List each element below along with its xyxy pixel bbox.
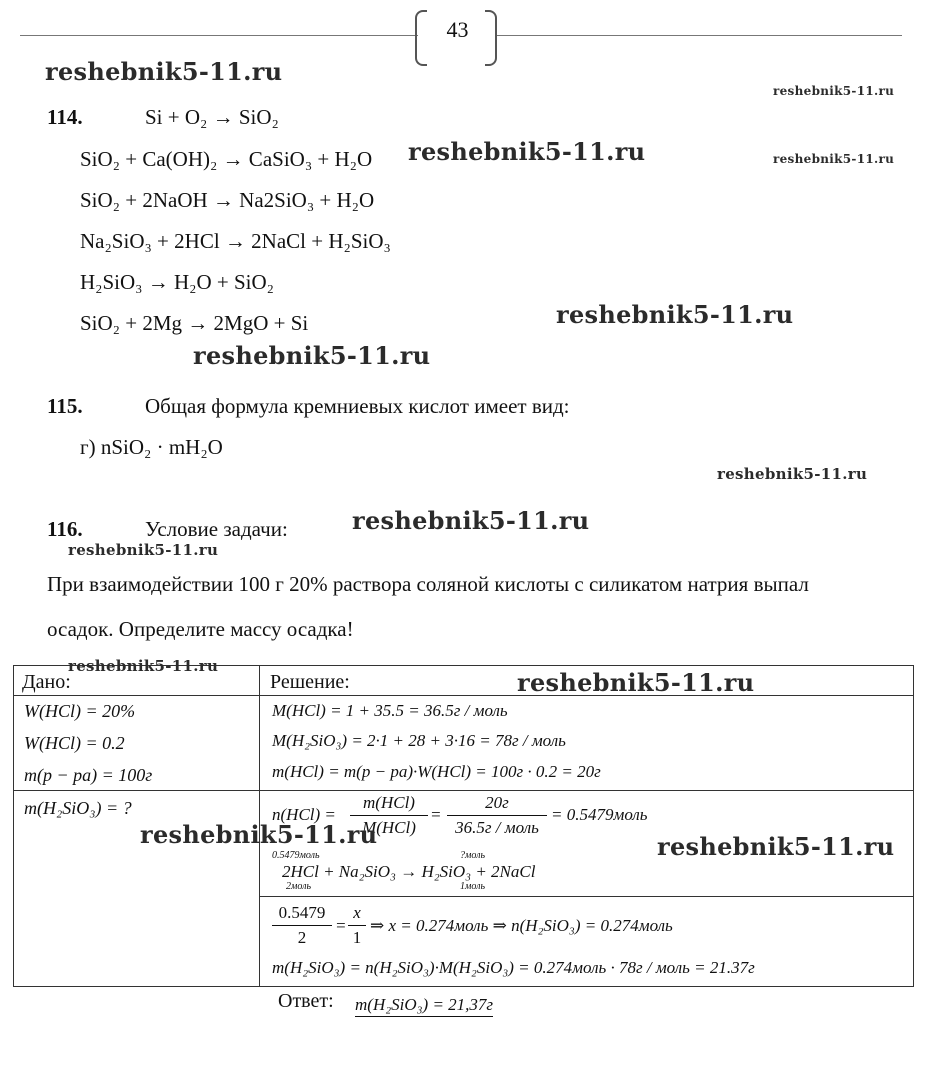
task-114-eq4: Na₂SiO₃ + 2HCl → 2NaCl + H₂SiO₃ (80, 229, 391, 253)
task-115-text: Общая формула кремниевых кислот имеет вид: (145, 394, 570, 418)
answer-label: Ответ: (278, 990, 334, 1012)
task-116-condition-line2: осадок. Определите массу осадка! (47, 617, 354, 641)
proportion-2-bar (348, 925, 366, 926)
reaction-below-right: 1моль (460, 881, 486, 892)
fraction-1-bar (350, 815, 428, 816)
proportion-equals: = (335, 916, 347, 935)
task-114-eq2: SiO₂ + Ca(OH)₂ → CaSiO₃ + H₂O (80, 147, 373, 171)
table-header-divider (13, 695, 914, 696)
page-number: 43 (446, 17, 469, 42)
given-item-1: W(HCl) = 20% (24, 701, 136, 721)
watermark-small-5: reshebnik5-11.ru (68, 657, 219, 675)
watermark-5: reshebnik5-11.ru (352, 506, 590, 535)
proportion-rest: ⇒ x = 0.274моль ⇒ n(H₂SiO₃) = 0.274моль (370, 916, 673, 935)
solution-header: Решение: (270, 671, 350, 693)
table-row-divider-2 (260, 896, 914, 897)
task-114-eq1: Si + O₂ → SiO₂ (145, 105, 279, 129)
watermark-small-1: reshebnik5-11.ru (773, 84, 895, 98)
proportion-2-denominator: 1 (352, 928, 362, 947)
proportion-1-bar (272, 925, 332, 926)
solution-line-3: m(HCl) = m(p − pa)·W(HCl) = 100г · 0.2 = 20г (272, 762, 601, 781)
page-number-bracket-right (485, 10, 497, 66)
given-header: Дано: (22, 671, 71, 693)
task-114-eq3: SiO₂ + 2NaOH → Na2SiO₃ + H₂O (80, 188, 375, 212)
answer-value (355, 995, 493, 1015)
answer-value-text: m(H₂SiO₃) = 21,37г (355, 995, 493, 1017)
equals-sign: = (430, 805, 442, 824)
task-114-eq5: H₂SiO₃ → H₂O + SiO₂ (80, 270, 274, 294)
solution-final-line: m(H₂SiO₃) = n(H₂SiO₃)·M(H₂SiO₃) = 0.274моль · 78г / моль = 21.37г (272, 958, 755, 977)
watermark-2: reshebnik5-11.ru (408, 137, 646, 166)
proportion-fraction-1 (272, 903, 332, 948)
task-116-condition-line1: При взаимодействии 100 г 20% раствора соляной кислоты с силикатом натрия выпал (47, 572, 809, 596)
table-row-divider-1 (260, 790, 914, 791)
solution-line-4-left: n(HCl) = (272, 805, 336, 824)
watermark-small-4: reshebnik5-11.ru (68, 541, 219, 559)
solution-line-1: M(HCl) = 1 + 35.5 = 36.5г / моль (272, 701, 508, 720)
fraction-2-denominator: 36.5г / моль (455, 818, 539, 837)
watermark-1: reshebnik5-11.ru (45, 57, 283, 86)
reaction-above-right: ?моль (460, 850, 486, 861)
task-115-number: 115. (47, 394, 83, 418)
table-find-divider (13, 790, 260, 791)
watermark-7: reshebnik5-11.ru (140, 820, 378, 849)
given-item-3: m(p − pa) = 100г (24, 765, 153, 785)
header-line-right (497, 35, 902, 36)
task-116-label: Условие задачи: (145, 517, 288, 541)
solution-line-4-result: = 0.5479моль (551, 805, 648, 824)
watermark-6: reshebnik5-11.ru (517, 668, 755, 697)
find-item: m(H₂SiO₃) = ? (24, 798, 132, 818)
reaction-below-left: 2моль (286, 881, 312, 892)
reaction-above-left: 0.5479моль (272, 850, 320, 861)
page-number-bracket-left (415, 10, 427, 66)
fraction-2-bar (447, 815, 547, 816)
fraction-values (447, 793, 547, 838)
proportion-1-denominator: 2 (297, 928, 307, 947)
proportion-2-numerator: x (353, 903, 361, 922)
solution-line-2: M(H₂SiO₃) = 2·1 + 28 + 3·16 = 78г / моль (272, 731, 566, 750)
task-114-number: 114. (47, 105, 83, 129)
proportion-1-numerator: 0.5479 (278, 903, 326, 922)
fraction-1-numerator: m(HCl) (363, 793, 415, 812)
fraction-2-numerator: 20г (485, 793, 509, 812)
task-114-eq6: SiO₂ + 2Mg → 2MgO + Si (80, 311, 309, 335)
watermark-8: reshebnik5-11.ru (657, 832, 895, 861)
header-line-left (20, 35, 418, 36)
fraction-1-denominator: M(HCl) (362, 818, 416, 837)
proportion-fraction-2 (348, 903, 366, 948)
watermark-small-2: reshebnik5-11.ru (773, 152, 895, 166)
watermark-3: reshebnik5-11.ru (556, 300, 794, 329)
watermark-4: reshebnik5-11.ru (193, 341, 431, 370)
reaction-equation: 2HCl + Na₂SiO₃ → H₂SiO₃ + 2NaCl (282, 862, 536, 881)
watermark-small-3: reshebnik5-11.ru (717, 465, 868, 483)
given-item-2: W(HCl) = 0.2 (24, 733, 125, 753)
task-115-answer: г) nSiO₂ · mH₂O (80, 435, 223, 459)
task-116-number: 116. (47, 517, 83, 541)
